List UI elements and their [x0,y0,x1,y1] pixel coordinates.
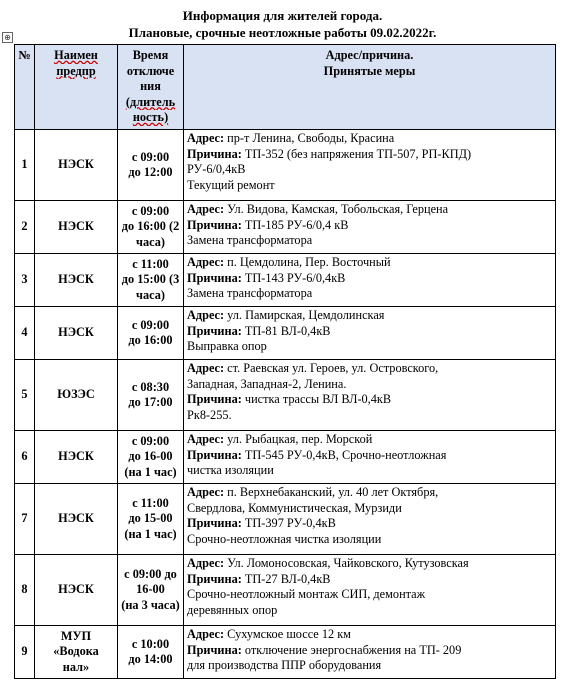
field-label: Адрес: [187,131,225,145]
row-organization [35,626,118,679]
address-line [187,271,552,287]
row-number: 8 [15,555,35,626]
time-line: с 10:00 [131,636,170,651]
organization-line: НЭСК [58,582,94,597]
row-address-reason [184,307,556,360]
table-move-handle-icon[interactable]: ⊕ [2,32,13,43]
field-value: п. Цемдолина, Пер. Восточный [224,255,391,269]
time-line: (на 1 час) [124,526,177,541]
field-label: Причина: [187,571,242,586]
time-line: (на 1 час) [124,464,177,479]
row-time [118,307,184,360]
row-address-reason [184,484,556,555]
header-organization-line: предпр [56,63,96,78]
row-number: 2 [15,201,35,254]
field-value: Ул. Видова, Камская, Тобольская, Герцена [224,202,449,216]
header-time-line: ность) [132,110,169,124]
row-time [118,201,184,254]
address-line [187,162,552,178]
row-time [118,431,184,484]
field-value: ул. Рыбацкая, пер. Морской [224,432,373,446]
field-label: Причина: [187,516,242,530]
address-line [187,286,552,302]
time-line: (на 3 часа) [121,597,180,612]
organization-line: НЭСК [58,219,94,234]
address-line [187,324,552,340]
field-label: Адрес: [187,255,225,269]
field-value: пр-т Ленина, Свободы, Красина [224,131,395,145]
field-label: Причина: [187,217,242,232]
header-time-line: ния [140,79,161,93]
address-line [187,131,552,147]
time-line: с 11:00 [132,256,169,271]
header-row [15,45,556,130]
organization-line: НЭСК [58,325,94,340]
field-value: ТП-352 (без напряжения ТП-507, РП-КПД) [241,146,472,161]
header-organization [35,45,118,130]
address-line [187,147,552,163]
address-line [187,485,552,501]
row-address-reason [184,360,556,431]
address-line [187,556,552,572]
field-value: ТП-397 РУ-0,4кВ [241,516,336,530]
field-label: Адрес: [187,361,225,375]
time-line: с 09:00 до [124,566,177,581]
table-row [15,307,556,360]
time-line: до 15:00 (3 [121,272,180,287]
field-label: Адрес: [187,556,225,570]
address-line [187,448,552,464]
field-label: Адрес: [187,627,225,641]
organization-line: «Водока [53,644,99,659]
time-line: до 14:00 [128,652,173,666]
row-time [118,130,184,201]
organization-line: ЮЗЭС [57,387,95,402]
address-line [187,532,552,548]
row-address-reason [184,201,556,254]
field-value: Сухумское шоссе 12 км [224,627,351,641]
organization-line: НЭСК [58,511,94,526]
row-time [118,254,184,307]
header-time-line: отключе [126,63,175,78]
field-label: Причина: [187,447,242,462]
header-address-line: Адрес/причина. [325,48,414,62]
time-line: 16-00 [136,582,165,597]
field-value: ТП-185 РУ-6/0,4 кВ [241,217,349,232]
field-label: Причина: [187,146,242,161]
address-line [187,643,552,659]
time-line: до 17:00 [128,395,173,409]
address-line [187,308,552,324]
header-address-line: Принятые меры [323,63,416,78]
field-value: чистка трассы ВЛ ВЛ-0,4кВ [241,392,392,406]
row-address-reason [184,254,556,307]
row-time [118,555,184,626]
address-line [187,202,552,218]
row-organization [35,130,118,201]
field-label: Причина: [187,392,242,406]
row-organization [35,307,118,360]
header-number: № [15,45,35,130]
time-line: до 15-00 [128,511,173,526]
time-line: с 11:00 [132,495,169,510]
field-value: Рк8-255. [187,407,232,422]
row-organization [35,555,118,626]
field-value: отключение энергоснабжения на ТП- 209 [241,642,462,657]
document-subtitle: Плановые, срочные неотложные работы 09.02.2022г. [128,25,437,40]
row-time [118,360,184,431]
table-row [15,201,556,254]
field-label: Адрес: [187,202,225,216]
address-line [187,377,552,393]
row-time [118,484,184,555]
time-line: часа) [136,287,165,302]
field-label: Адрес: [187,432,225,446]
row-organization [35,360,118,431]
address-line [187,392,552,408]
row-number: 1 [15,130,35,201]
address-line [187,572,552,588]
address-line [187,178,552,194]
field-value: для производства ППР оборудования [187,658,382,672]
row-address-reason [184,555,556,626]
organization-line: МУП [60,628,92,643]
time-line: с 08:30 [131,379,170,394]
row-organization [35,201,118,254]
time-line: часа) [136,234,165,249]
row-time [118,626,184,679]
row-number: 7 [15,484,35,555]
row-organization [35,484,118,555]
table-row [15,484,556,555]
field-value: Замена трансформатора [187,233,313,247]
field-value: ул. Памирская, Цемдолинская [224,308,385,322]
row-number: 5 [15,360,35,431]
field-value: чистка изоляции [187,463,274,477]
header-organization-line: Наимен [54,48,98,62]
row-address-reason [184,626,556,679]
time-line: до 12:00 [128,165,173,179]
organization-line: НЭСК [58,157,94,172]
address-line [187,501,552,517]
address-line [187,603,552,619]
row-number: 3 [15,254,35,307]
header-time-line: (длитель [125,94,176,109]
field-value: Выправка опор [187,339,267,353]
field-value: ст. Раевская ул. Героев, ул. Островского, [224,361,439,375]
field-value: Ул. Ломоносовская, Чайковского, Кутузовская [224,556,469,570]
row-number: 6 [15,431,35,484]
table-row [15,130,556,201]
field-value: РУ-6/0,4кВ [187,162,246,176]
address-line [187,658,552,674]
table-body [15,130,556,679]
address-line [187,339,552,355]
field-label: Адрес: [187,485,225,499]
field-value: ТП-545 РУ-0,4кВ, Срочно-неотложная [241,447,447,462]
outage-table [14,44,556,679]
row-number: 4 [15,307,35,360]
address-line [187,587,552,603]
address-line [187,233,552,249]
time-line: с 09:00 [131,317,170,332]
address-line [187,218,552,234]
organization-line: нал» [62,659,90,674]
field-value: ТП-81 ВЛ-0,4кВ [241,323,331,338]
header-time [118,45,184,130]
address-line [187,255,552,271]
document-title: Информация для жителей города. [182,8,383,23]
row-organization [35,431,118,484]
time-line: с 09:00 [131,203,170,218]
table-row [15,254,556,307]
field-value: ТП-27 ВЛ-0,4кВ [241,571,331,586]
organization-line: НЭСК [58,272,94,287]
time-line: с 09:00 [131,433,170,448]
address-line [187,408,552,424]
field-label: Причина: [187,642,242,657]
field-value: Срочно-неотложный монтаж СИП, демонтаж [187,587,426,601]
field-value: ТП-143 РУ-6/0,4кВ [241,270,346,285]
header-address [184,45,556,130]
table-row [15,431,556,484]
header-time-line: Время [132,48,169,62]
time-line: с 09:00 [131,149,170,164]
address-line [187,516,552,532]
field-value: п. Верхнебаканский, ул. 40 лет Октября, [224,485,439,499]
field-label: Причина: [187,323,242,338]
time-line: до 16-00 [128,449,173,464]
field-value: Срочно-неотложная чистка изоляции [187,531,382,546]
field-value: деревянных опор [187,602,278,617]
row-number: 9 [15,626,35,679]
time-line: до 16:00 [128,333,173,347]
field-value: Замена трансформатора [187,286,313,300]
field-value: Западная, Западная-2, Ленина. [187,376,347,391]
table-row [15,626,556,679]
address-line [187,627,552,643]
field-value: Текущий ремонт [187,177,275,192]
table-row [15,555,556,626]
row-organization [35,254,118,307]
field-value: Свердлова, Коммунистическая, Мурзиди [187,500,402,515]
table-row [15,360,556,431]
address-line [187,361,552,377]
organization-line: НЭСК [58,449,94,464]
address-line [187,463,552,479]
field-label: Причина: [187,270,242,285]
field-label: Адрес: [187,308,225,322]
time-line: до 16:00 (2 [121,219,180,234]
row-address-reason [184,431,556,484]
address-line [187,432,552,448]
row-address-reason [184,130,556,201]
